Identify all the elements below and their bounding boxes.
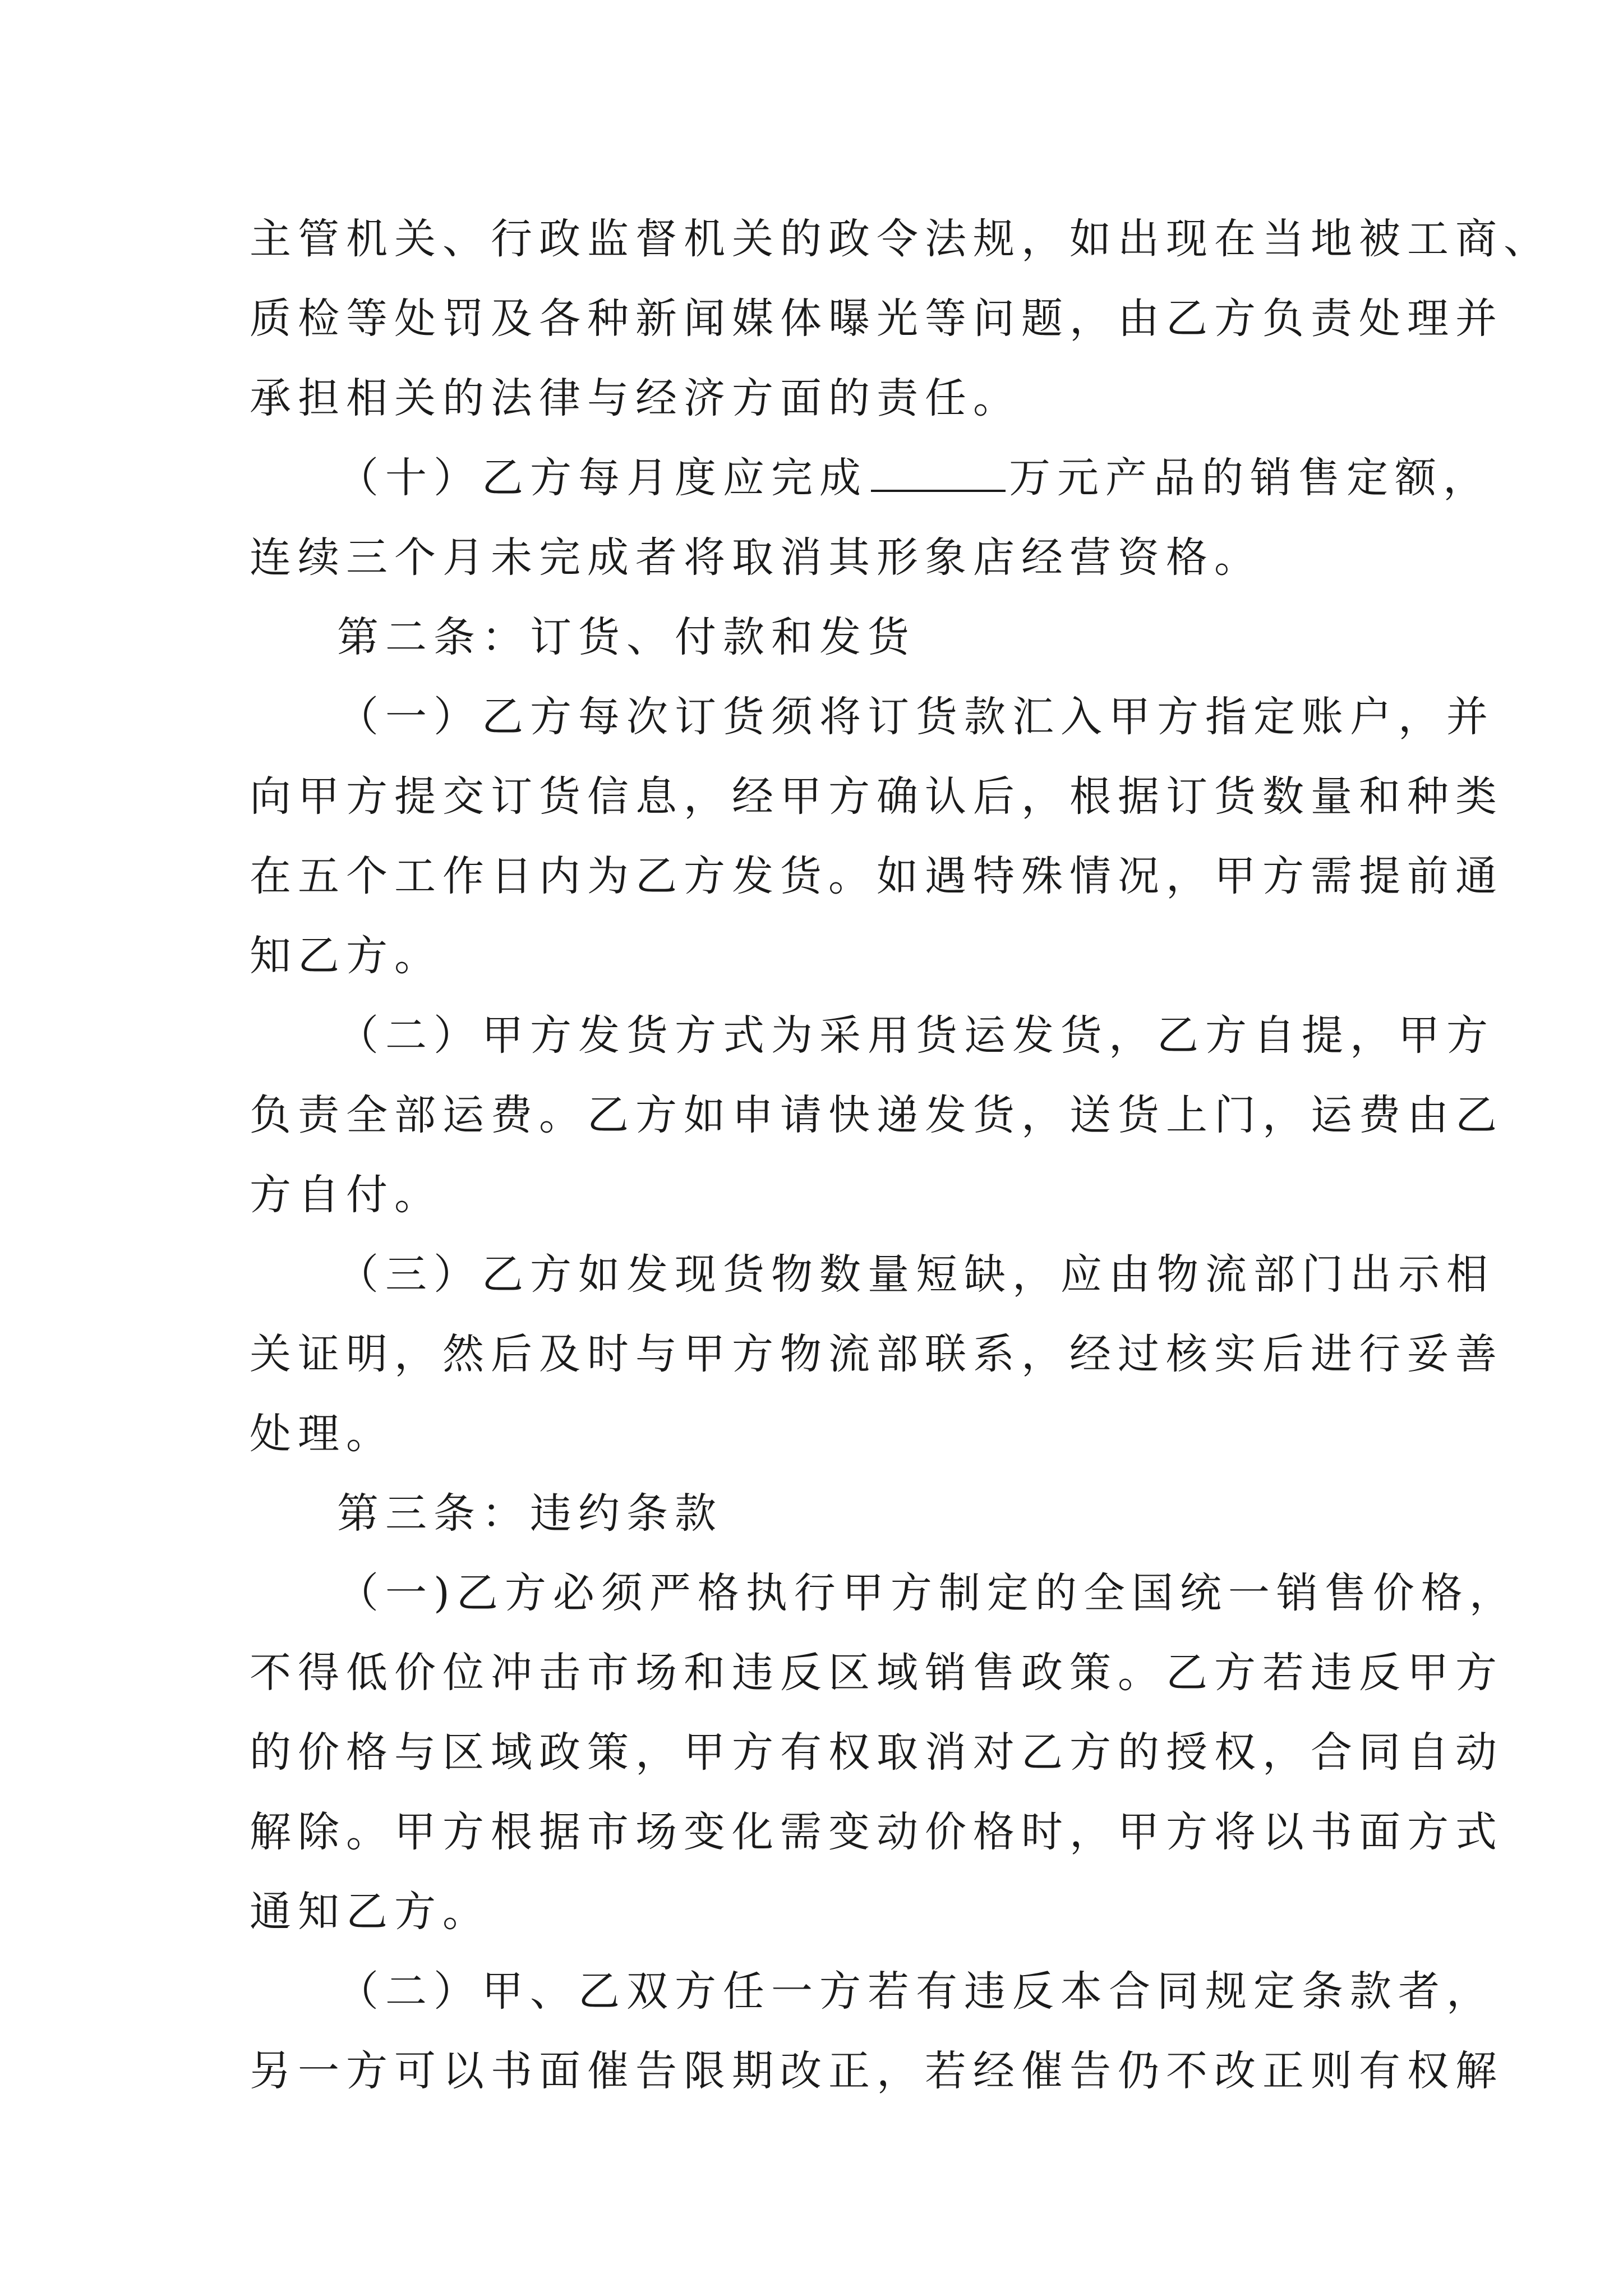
article-3-item-1-line: 通知乙方。 (250, 1888, 491, 1936)
article-3-item-1-line: 的价格与区域政策，甲方有权取消对乙方的授权，合同自动 (250, 1728, 1504, 1777)
clause-10-text-before: （十）乙方每月度应完成 (337, 454, 868, 502)
paragraph-line: 质检等处罚及各种新闻媒体曝光等问题，由乙方负责处理并 (250, 295, 1504, 343)
article-2-item-2-line: 负责全部运费。乙方如申请快递发货，送货上门，运费由乙 (250, 1091, 1504, 1139)
article-2-item-3-line: （三）乙方如发现货物数量短缺，应由物流部门出示相 (337, 1250, 1495, 1299)
article-2-item-1-line: 知乙方。 (250, 932, 442, 980)
article-2-title: 第二条：订货、付款和发货 (337, 613, 916, 661)
clause-10-line-1 (250, 438, 1491, 518)
document-body (250, 199, 1552, 2111)
article-2-item-2-line: （二）甲方发货方式为采用货运发货，乙方自提，甲方 (337, 1011, 1495, 1060)
clause-10-text-after: 万元产品的销售定额， (1009, 454, 1491, 502)
article-2-item-2-line: 方自付。 (250, 1171, 442, 1219)
article-3-item-1-line: （一)乙方必须严格执行甲方制定的全国统一销售价格， (337, 1569, 1518, 1617)
article-3-item-1-line: 不得低价位冲击市场和违反区域销售政策。乙方若违反甲方 (250, 1649, 1504, 1697)
article-2-item-1-line: 在五个工作日内为乙方发货。如遇特殊情况，甲方需提前通 (250, 852, 1504, 900)
article-2-item-1-line: 向甲方提交订货信息，经甲方确认后，根据订货数量和种类 (250, 772, 1504, 821)
article-2-item-3-line: 处理。 (250, 1410, 394, 1458)
article-3-item-2-line: 另一方可以书面催告限期改正，若经催告仍不改正则有权解 (250, 2047, 1504, 2095)
paragraph-line: 承担相关的法律与经济方面的责任。 (250, 374, 1021, 422)
paragraph-line: 主管机关、行政监督机关的政令法规，如出现在当地被工商、 (250, 215, 1552, 263)
article-3-title: 第三条：违约条款 (337, 1489, 723, 1538)
clause-10-line-2: 连续三个月未完成者将取消其形象店经营资格。 (250, 533, 1262, 582)
article-3-item-1-line: 解除。甲方根据市场变化需变动价格时，甲方将以书面方式 (250, 1808, 1504, 1856)
article-2-item-3-line: 关证明，然后及时与甲方物流部联系，经过核实后进行妥善 (250, 1330, 1504, 1378)
article-3-item-2-line: （二）甲、乙双方任一方若有违反本合同规定条款者， (337, 1967, 1495, 2016)
article-2-item-1-line: （一）乙方每次订货须将订货款汇入甲方指定账户，并 (337, 693, 1495, 741)
sales-quota-blank (871, 448, 1006, 492)
